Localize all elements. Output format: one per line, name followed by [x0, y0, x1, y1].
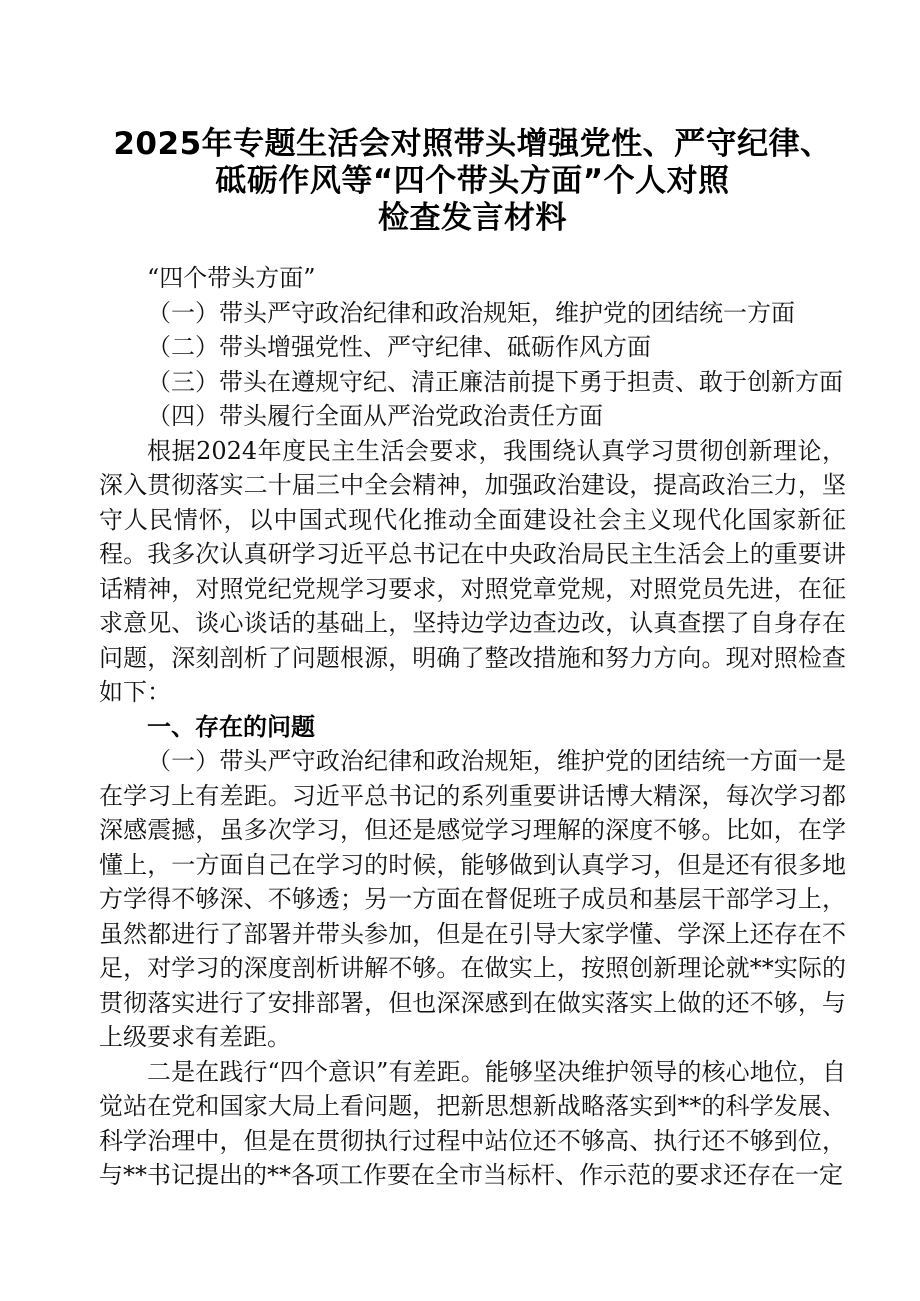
intro-item-4: （四）带头履行全面从严治党政治责任方面: [147, 402, 603, 430]
opening-paragraph: 根据2024年度民主生活会要求，我围绕认真学习贯彻创新理论，深入贯彻落实二十届三中全会精神，加强政治建设，提高政治三力，坚守人民情怀，以中国式现代化推动全面建设社会主义现代化国家新征程。我多次认真研学习近平总书记在中央政治局民主生活会上的重要讲话精神，对照党纪党规学习要求，对照党章党规，对照党员先进，在征求意见、谈心谈话的基础上，坚持边学边查边改，认真查摆了自身存在问题，深刻剖析了问题根源，明确了整改措施和努力方向。现对照检查如下：: [99, 436, 846, 706]
title-line-3: 检查发言材料: [378, 200, 567, 236]
title-line-2: 砥砺作风等“四个带头方面”个人对照: [215, 163, 730, 199]
issue-paragraph-2: 二是在践行“四个意识”有差距。能够坚决维护领导的核心地位，自觉站在党和国家大局上看问题，把新思想新战略落实到**的科学发展、科学治理中，但是在贯彻执行过程中站位还不够高、执行还不够到位，与**书记提出的**各项工作要在全市当标杆、作示范的要求还存在一定: [99, 1057, 846, 1189]
title-line-1: 2025年专题生活会对照带头增强党性、严守纪律、: [113, 126, 832, 162]
intro-item-2: （二）带头增强党性、严守纪律、砥砺作风方面: [147, 333, 651, 361]
issue-paragraph-1: （一）带头严守政治纪律和政治规矩，维护党的团结统一方面一是在学习上有差距。习近平总书记的系列重要讲话博大精深，每次学习都深感震撼，虽多次学习，但还是感觉学习理解的深度不够。比如，在学懂上，一方面自己在学习的时候，能够做到认真学习，但是还有很多地方学得不够深、不够透；另一方面在督促班子成员和基层干部学习上，虽然都进行了部署并带头参加，但是在引导大家学懂、学深上还存在不足，对学习的深度剖析讲解不够。在做实上，按照创新理论就**实际的贯彻落实进行了安排部署，但也深深感到在做实落实上做的还不够，与上级要求有差距。: [99, 747, 846, 1051]
document-body: [99, 261, 846, 1193]
section-heading-problems: 一、存在的问题: [147, 712, 315, 741]
intro-item-3: （三）带头在遵规守纪、清正廉洁前提下勇于担责、敢于创新方面: [147, 367, 843, 396]
document-title: [99, 126, 846, 237]
intro-lead: “四个带头方面”: [147, 264, 316, 292]
intro-item-1: （一）带头严守政治纪律和政治规矩，维护党的团结统一方面: [147, 298, 795, 327]
